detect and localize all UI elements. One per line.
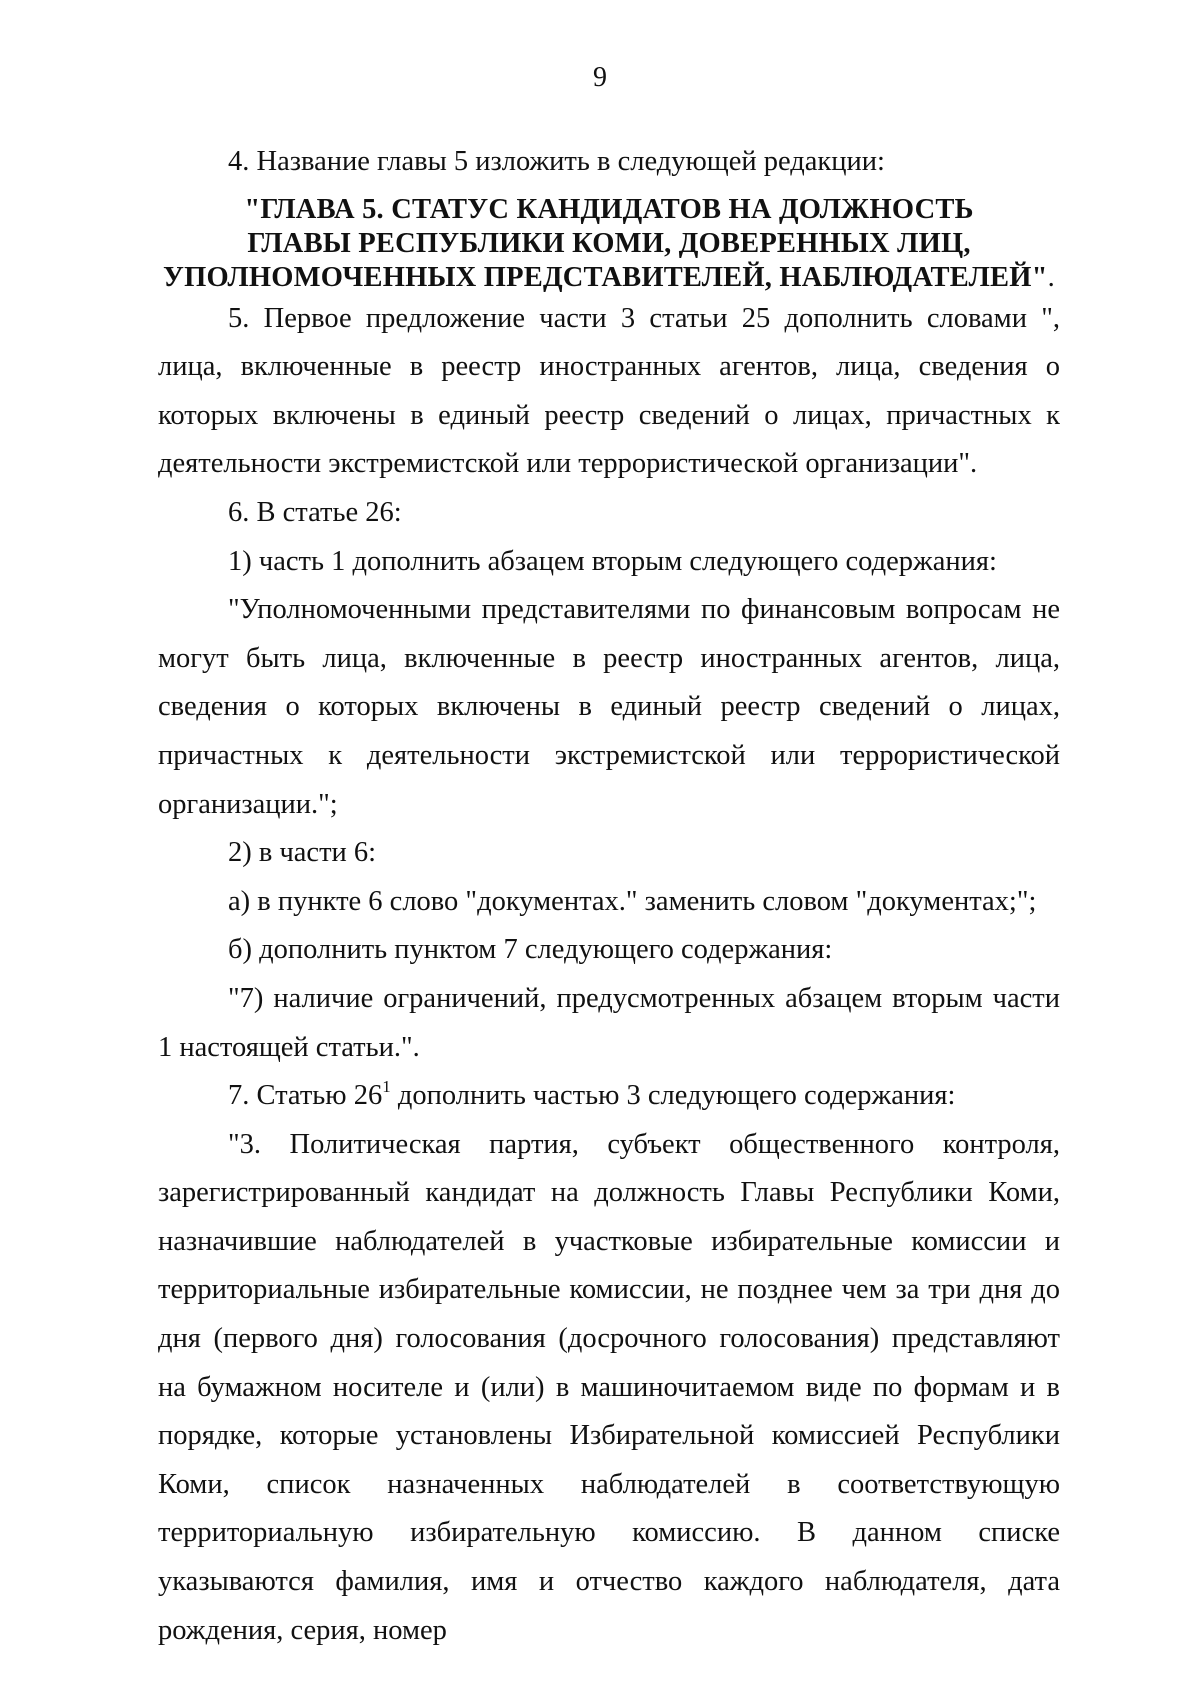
document-body bbox=[158, 138, 1060, 1655]
item-7-text-before: 7. Статью 26 bbox=[228, 1080, 383, 1112]
paragraph-item-7-quote: "3. Политическая партия, субъект общественного контроля, зарегистрированный кандидат на должность Главы Республики Коми, назначившие наблюдателей в участковые избирательные комиссии и территориальные избирательные комиссии, не позднее чем за три дня до дня (первого дня) голосования (досрочного голосования) представляют на бумажном носителе и (или) в машиночитаемом виде по формам и в порядке, которые установлены Избирательной комиссией Республики Коми, список назначенных наблюдателей в соответствующую территориальную избирательную комиссию. В данном списке указываются фамилия, имя и отчество каждого наблюдателя, дата рождения, серия, номер bbox=[158, 1128, 1060, 1646]
item-7-superscript: 1 bbox=[382, 1076, 391, 1096]
paragraph-item-6-2-b-quote: "7) наличие ограничений, предусмотренных абзацем вторым части 1 настоящей статьи.". bbox=[158, 982, 1060, 1063]
chapter-title-line-2: ГЛАВЫ РЕСПУБЛИКИ КОМИ, ДОВЕРЕННЫХ ЛИЦ, bbox=[247, 227, 971, 259]
paragraph-item-6-2: 2) в части 6: bbox=[228, 837, 377, 869]
item-7-text-after: дополнить частью 3 следующего содержания: bbox=[390, 1080, 956, 1112]
paragraph-item-6-1: 1) часть 1 дополнить абзацем вторым следующего содержания: bbox=[228, 545, 997, 577]
paragraph-item-4: 4. Название главы 5 изложить в следующей редакции: bbox=[228, 146, 885, 177]
paragraph-item-6-2-a: а) в пункте 6 слово "документах." заменить словом "документах;"; bbox=[228, 885, 1037, 917]
chapter-title bbox=[158, 193, 1060, 295]
chapter-title-period: . bbox=[1047, 261, 1055, 293]
chapter-title-line-1: "ГЛАВА 5. СТАТУС КАНДИДАТОВ НА ДОЛЖНОСТЬ bbox=[244, 193, 974, 225]
paragraph-item-6: 6. В статье 26: bbox=[228, 496, 402, 528]
chapter-title-line-3-text: УПОЛНОМОЧЕННЫХ ПРЕДСТАВИТЕЛЕЙ, НАБЛЮДАТЕЛЕЙ" bbox=[163, 261, 1048, 293]
paragraph-item-7 bbox=[158, 1072, 1060, 1121]
page-number: 9 bbox=[593, 62, 607, 93]
paragraph-item-6-1-quote: "Уполномоченными представителями по финансовым вопросам не могут быть лица, включенные в реестр иностранных агентов, лица, сведения о которых включены в единый реестр сведений о лицах, причастных к деятельности экстремистской или террористической организации."; bbox=[158, 594, 1060, 820]
chapter-title-line-3 bbox=[158, 261, 1060, 295]
paragraph-item-6-2-b: б) дополнить пунктом 7 следующего содержания: bbox=[228, 934, 833, 966]
paragraph-item-5: 5. Первое предложение части 3 статьи 25 дополнить словами ", лица, включенные в реестр иностранных агентов, лица, сведения о которых включены в единый реестр сведений о лицах, причастных к деятельности экстремистской или террористической организации". bbox=[158, 302, 1060, 480]
